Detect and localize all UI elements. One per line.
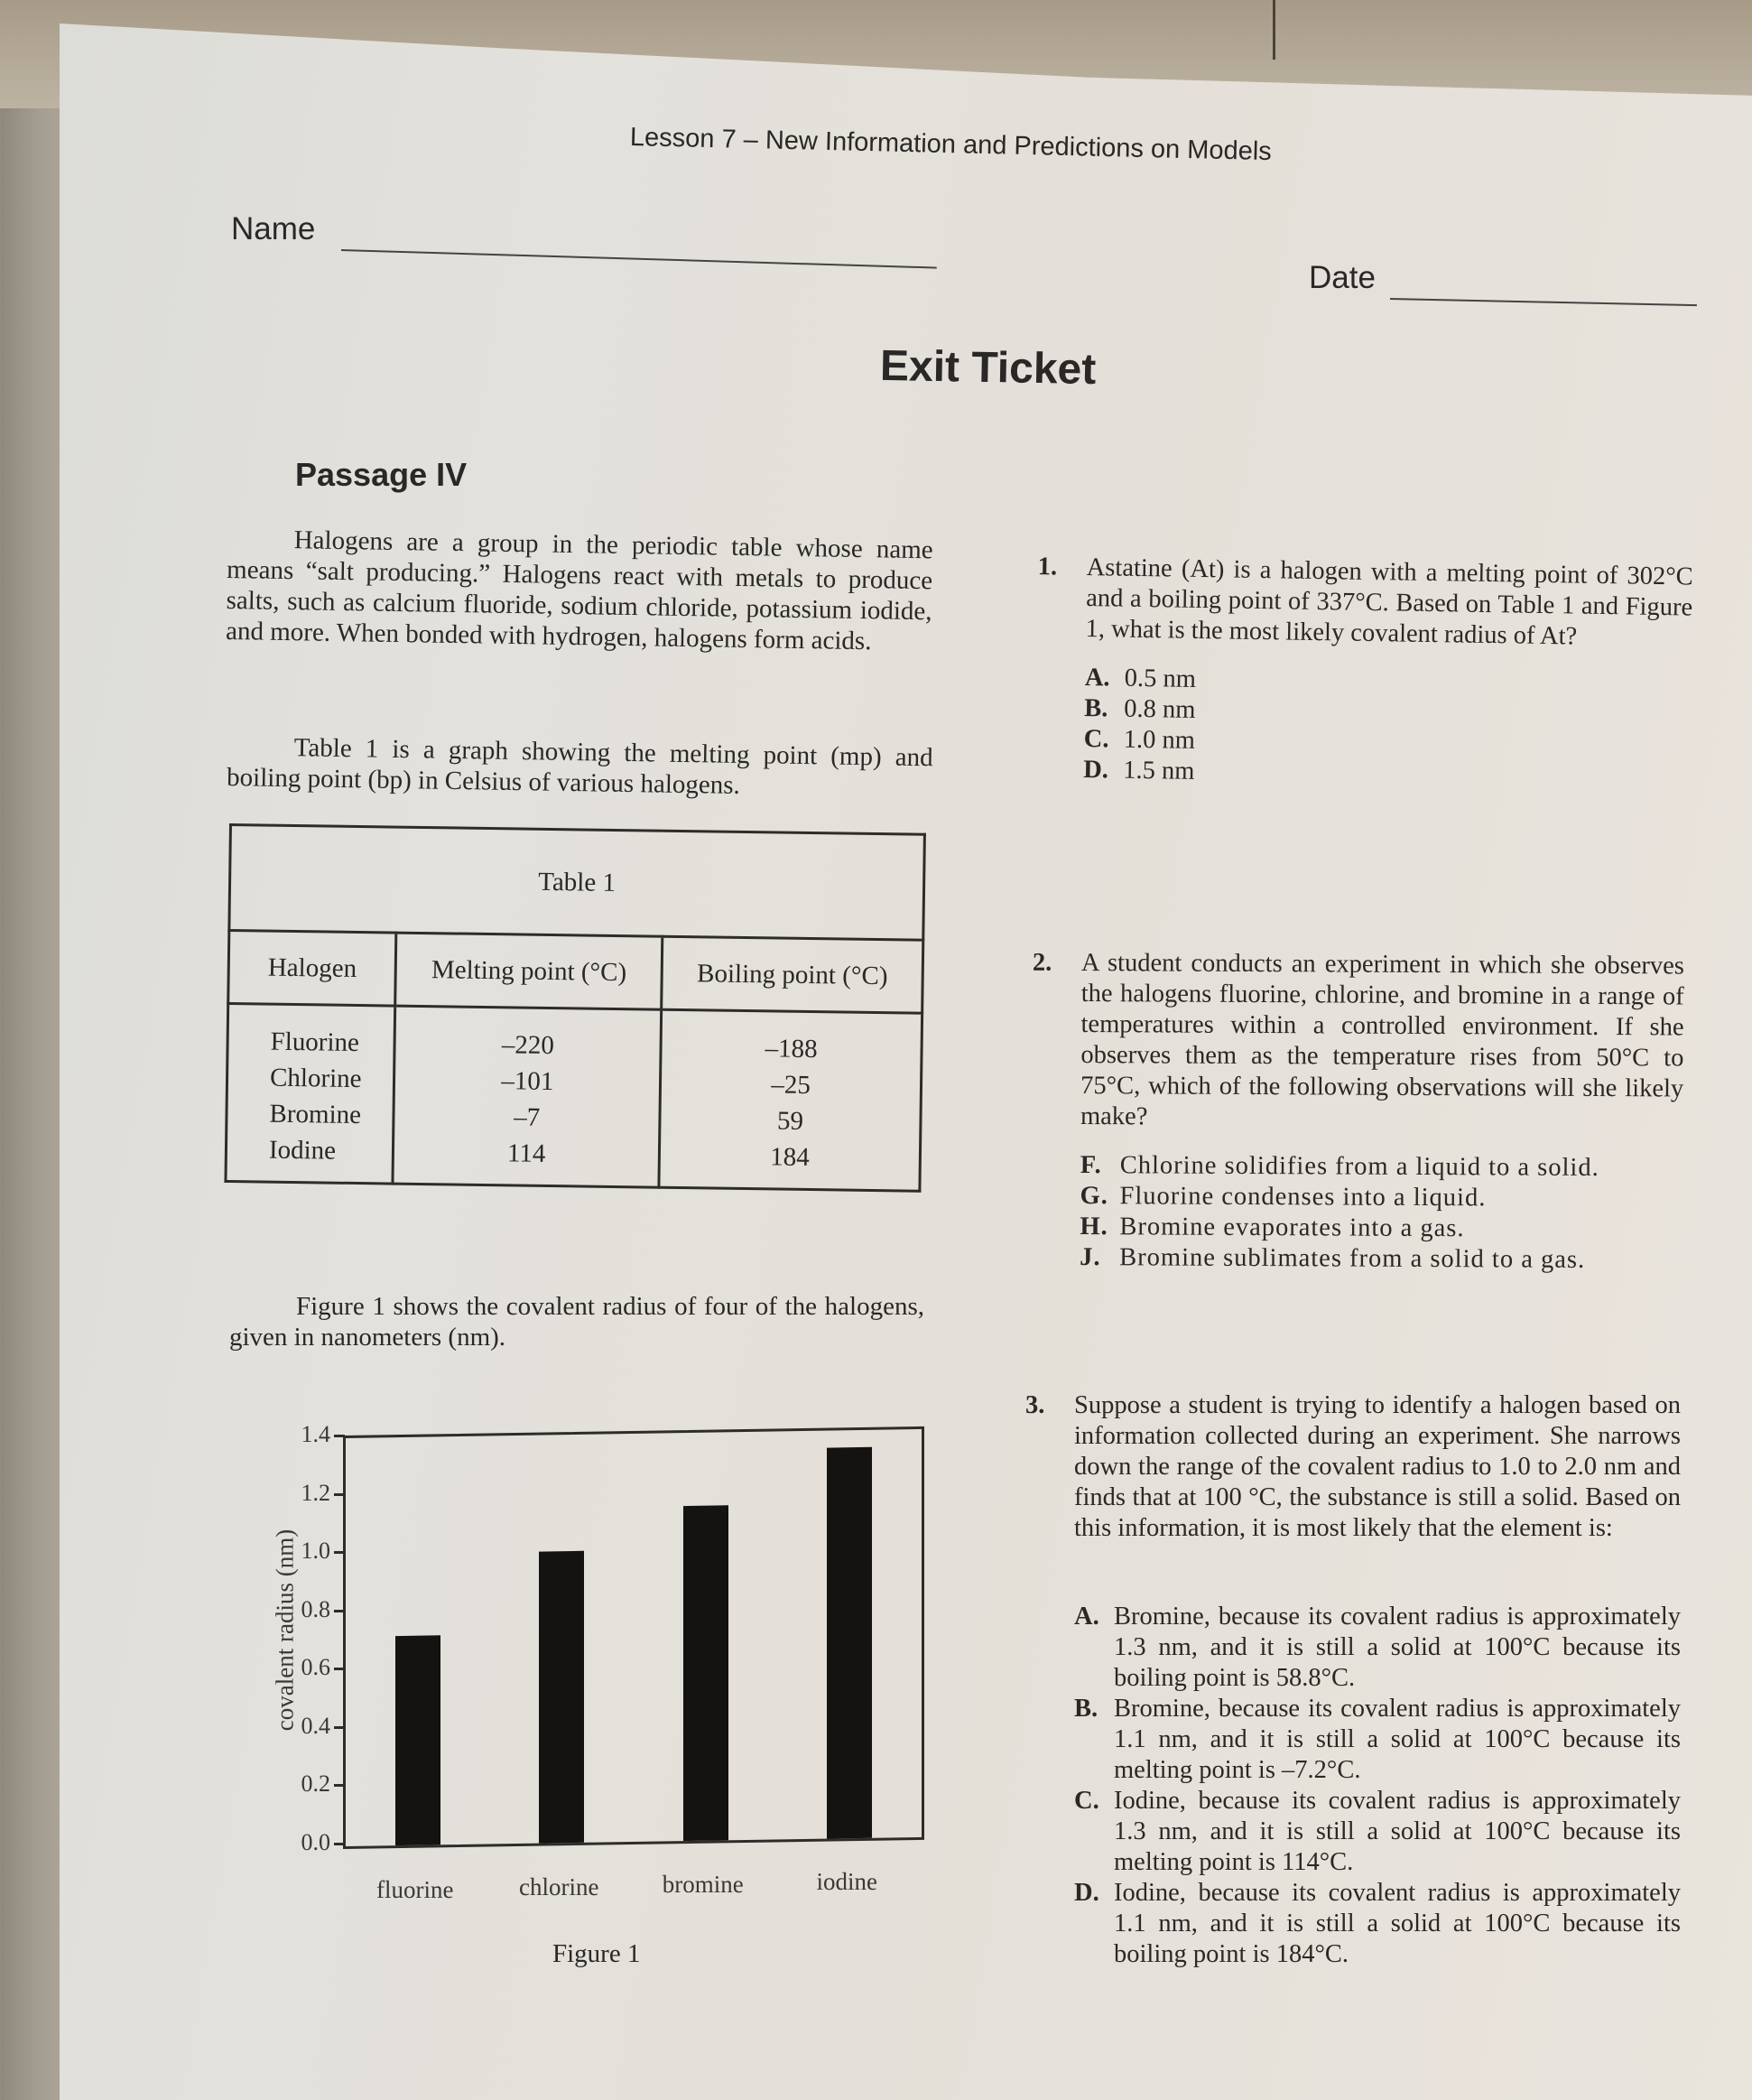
table-cell: –7 <box>514 1102 541 1132</box>
date-label: Date <box>1309 260 1376 295</box>
table-body <box>226 1004 922 1192</box>
y-axis-label: covalent radius (nm) <box>271 1529 299 1732</box>
answer-option-f[interactable] <box>1080 1150 1683 1184</box>
x-tick-label: chlorine <box>519 1873 599 1900</box>
option-text: 1.5 nm <box>1122 756 1195 785</box>
option-text: Bromine, because its covalent radius is approximately 1.3 nm, and it is still a solid at 100°C because its boiling point is 58.8°C. <box>1114 1603 1681 1692</box>
question-number: 1. <box>1037 553 1058 581</box>
answer-option-c[interactable] <box>1074 1786 1681 1878</box>
option-letter: A. <box>1084 663 1110 692</box>
paragraph-text: Table 1 is a graph showing the melting point (mp) and boiling point (bp) in Celsius of various halogens. <box>226 733 933 800</box>
bar-iodine <box>827 1447 872 1838</box>
option-letter: C. <box>1074 1787 1099 1815</box>
y-tick-label: 1.2 <box>301 1479 330 1506</box>
table-cell: –220 <box>501 1030 555 1061</box>
answer-option-b[interactable] <box>1074 1694 1681 1786</box>
y-tick-label: 1.0 <box>301 1538 330 1565</box>
name-blank-line[interactable] <box>341 249 937 269</box>
boiling-point-column <box>659 1009 922 1191</box>
option-text: 0.5 nm <box>1124 664 1197 693</box>
option-letter: F. <box>1080 1150 1102 1180</box>
answer-options <box>1080 1150 1683 1276</box>
bar-chlorine <box>539 1551 584 1844</box>
bar-fluorine <box>395 1635 440 1845</box>
option-letter: B. <box>1084 693 1108 723</box>
table-cell: 59 <box>776 1106 804 1136</box>
option-text: 1.0 nm <box>1123 725 1196 755</box>
y-tick-label: 0.8 <box>301 1595 330 1622</box>
option-letter: B. <box>1074 1695 1098 1723</box>
option-text: 0.8 nm <box>1124 694 1196 724</box>
question-3 <box>1025 1390 1681 1970</box>
question-stem: Suppose a student is trying to identify a halogen based on information collected during an experiment. She narrows down the range of the covalent radius to 1.0 to 2.0 nm and finds that at 100 °C, the substance is still a solid. Based on this information, it is most likely that the element is: <box>1074 1391 1681 1542</box>
table-header-row <box>228 931 923 1014</box>
column-header-melting-point: Melting point (°C) <box>395 933 663 1009</box>
option-letter: C. <box>1083 724 1109 754</box>
table-cell: Bromine <box>269 1099 362 1130</box>
option-text: Bromine evaporates into a gas. <box>1119 1213 1465 1243</box>
table-cell: –101 <box>501 1066 554 1097</box>
passage-title: Passage IV <box>295 456 468 493</box>
name-label: Name <box>231 211 316 246</box>
table-cell: 184 <box>770 1142 810 1173</box>
paragraph-text: Halogens are a group in the periodic table whose name means “salt producing.” Halogens react with metals to produce salts, such as calcium fluoride, sodium chloride, potassium iodide, and more. When bonded with hydrogen, halogens form acids. <box>225 525 933 656</box>
option-text: Bromine, because its covalent radius is approximately 1.1 nm, and it is still a solid at 100°C because its melting point is –7.2°C. <box>1114 1695 1681 1784</box>
answer-options <box>1074 1602 1681 1970</box>
figure-caption: Figure 1 <box>552 1939 641 1968</box>
question-1 <box>1037 553 1693 795</box>
answer-option-g[interactable] <box>1080 1181 1682 1214</box>
table-cell: Iodine <box>268 1135 337 1166</box>
y-tick-label: 0.4 <box>301 1712 330 1739</box>
table-cell: Chlorine <box>269 1063 362 1094</box>
paragraph-text: Figure 1 shows the covalent radius of four of the halogens, given in nanometers (nm). <box>229 1292 924 1352</box>
option-text: Iodine, because its covalent radius is approximately 1.1 nm, and it is still a solid at 100°C because its boiling point is 184°C. <box>1114 1879 1681 1968</box>
answer-option-a[interactable] <box>1074 1602 1681 1694</box>
x-tick-label: fluorine <box>376 1876 454 1903</box>
question-stem: Astatine (At) is a halogen with a melting point of 302°C and a boiling point of 337°C. Based on Table 1 and Figure 1, what is the most likely covalent radius of At? <box>1085 553 1693 651</box>
table-cell: Fluorine <box>270 1027 360 1058</box>
question-number: 2. <box>1032 948 1052 977</box>
answer-option-j[interactable] <box>1080 1242 1682 1276</box>
table-caption: Table 1 <box>229 825 925 941</box>
option-letter: H. <box>1080 1212 1108 1241</box>
figure-1-bar-chart <box>220 1417 924 1905</box>
question-stem: A student conducts an experiment in which she observes the halogens fluorine, chlorine, and bromine in a range of temperatures within a controlled environment. If she observes them as the temperature rises from 50°C to 75°C, which of the following observations will she likely make? <box>1080 949 1684 1131</box>
table-cell: –188 <box>765 1034 818 1064</box>
option-text: Fluorine condenses into a liquid. <box>1119 1182 1487 1213</box>
halogen-column <box>226 1004 395 1185</box>
answer-options <box>1083 663 1692 795</box>
question-number: 3. <box>1025 1391 1045 1419</box>
option-text: Chlorine solidifies from a liquid to a solid. <box>1119 1151 1599 1183</box>
option-text: Bromine sublimates from a solid to a gas. <box>1119 1243 1586 1274</box>
answer-option-h[interactable] <box>1080 1212 1682 1245</box>
option-letter: G. <box>1080 1181 1108 1211</box>
question-2 <box>1032 948 1684 1276</box>
passage-paragraph-3 <box>229 1291 924 1352</box>
lesson-title: Lesson 7 – New Information and Predictions on Models <box>629 123 1273 167</box>
x-tick-label: iodine <box>816 1868 877 1895</box>
table-cell: 114 <box>506 1138 546 1168</box>
option-letter: D. <box>1074 1879 1099 1907</box>
passage-paragraph-2 <box>227 731 933 804</box>
option-letter: A. <box>1074 1603 1099 1631</box>
x-tick-label: bromine <box>662 1871 744 1898</box>
date-blank-line[interactable] <box>1390 298 1697 306</box>
option-letter: D. <box>1082 755 1109 785</box>
y-tick-label: 0.0 <box>301 1829 330 1855</box>
table-cell: –25 <box>771 1070 811 1101</box>
column-header-boiling-point: Boiling point (°C) <box>662 936 923 1013</box>
bar-bromine <box>683 1505 728 1841</box>
answer-option-d[interactable] <box>1074 1878 1681 1970</box>
page-title: Exit Ticket <box>879 341 1097 395</box>
option-letter: J. <box>1080 1242 1101 1272</box>
passage-paragraph-1 <box>226 524 933 657</box>
y-tick-label: 0.2 <box>301 1770 330 1798</box>
option-text: Iodine, because its covalent radius is approximately 1.3 nm, and it is still a solid at 100°C because its melting point is 114°C. <box>1114 1787 1681 1876</box>
plot-area <box>343 1426 924 1849</box>
table-1 <box>224 823 925 1193</box>
column-header-halogen: Halogen <box>228 931 397 1007</box>
melting-point-column <box>393 1006 661 1187</box>
y-tick-label: 0.6 <box>301 1654 330 1681</box>
y-tick-label: 1.4 <box>301 1421 330 1447</box>
